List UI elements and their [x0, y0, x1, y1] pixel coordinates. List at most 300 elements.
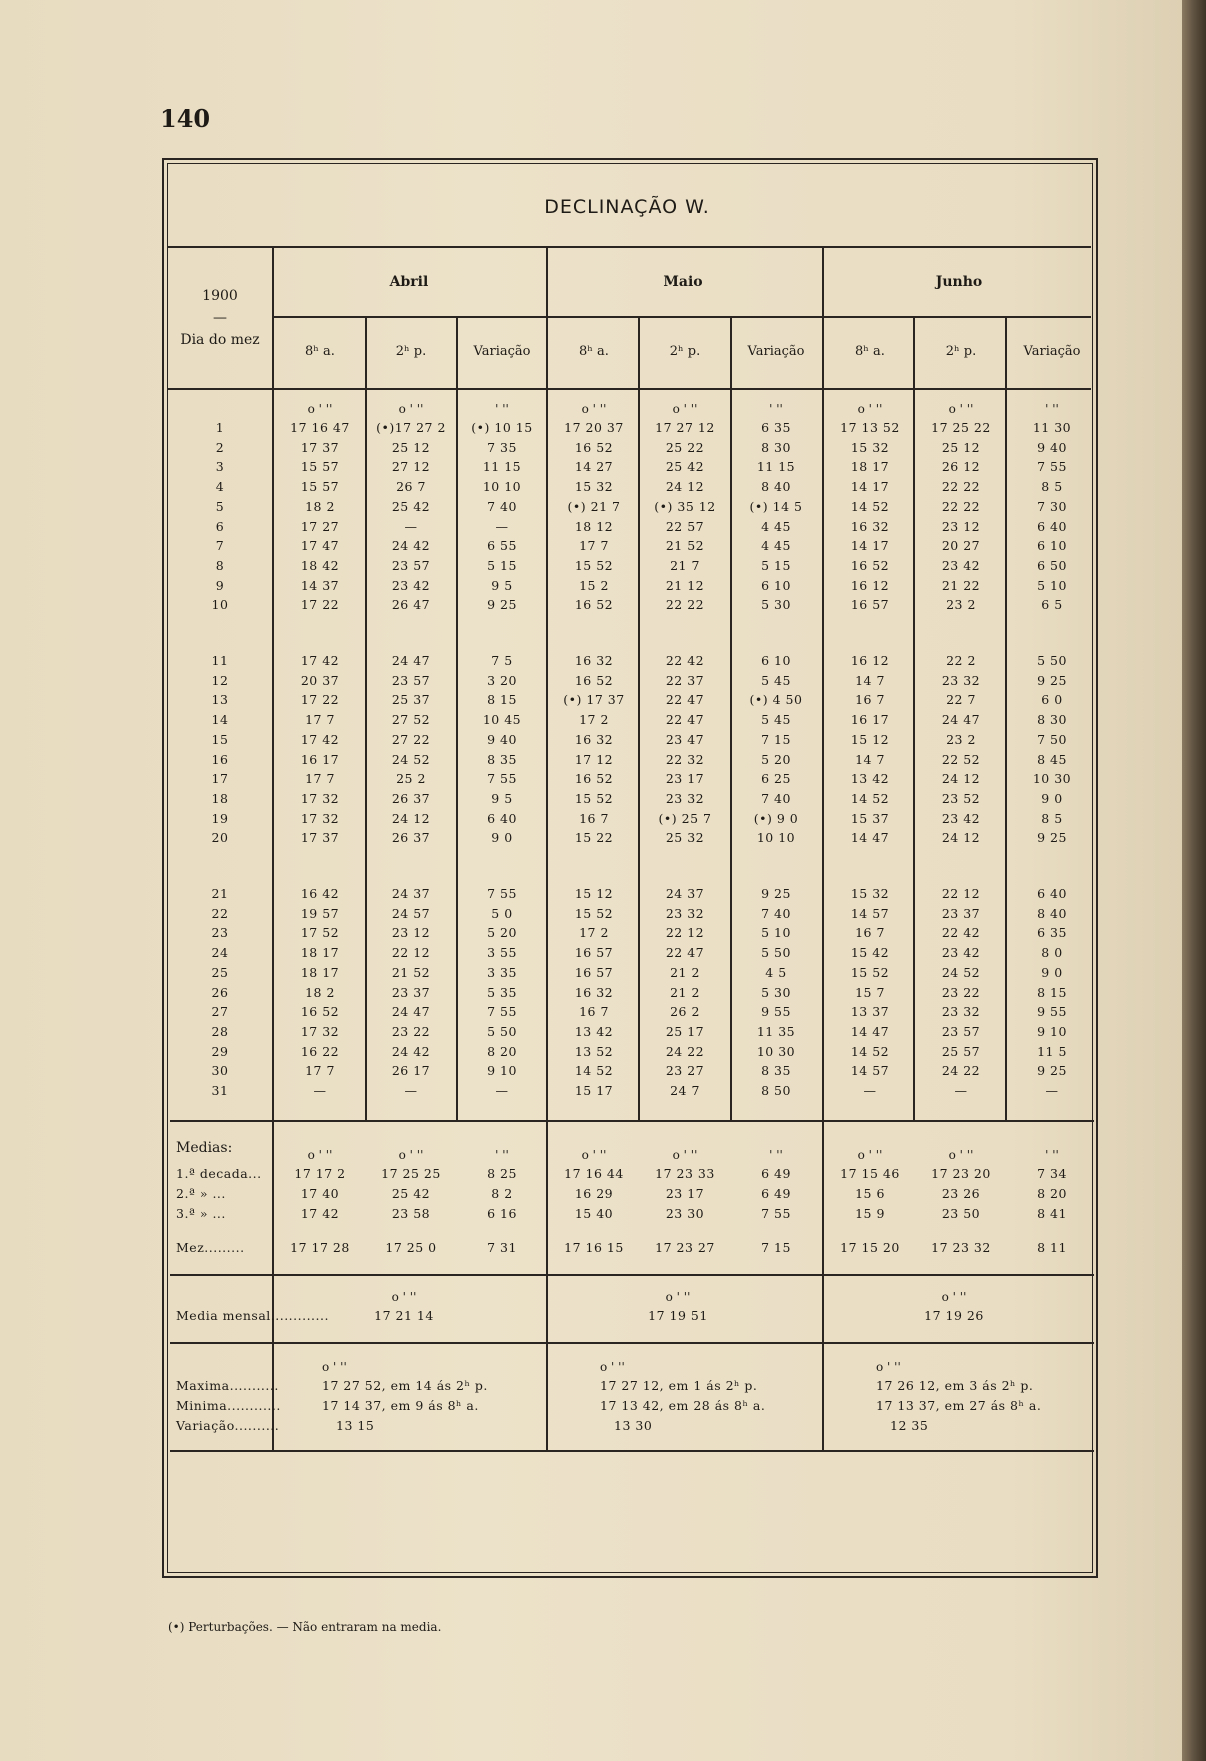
table-cell: 9 10	[1037, 1023, 1067, 1039]
unit-label: o ' ''	[665, 1290, 691, 1304]
extreme-value: 17 14 37, em 9 ás 8ʰ a.	[322, 1398, 479, 1413]
table-cell: 5 50	[761, 945, 791, 961]
table-cell: 8 35	[487, 751, 517, 767]
table-cell: 23 57	[391, 557, 431, 573]
table-cell: 5 30	[761, 984, 791, 1000]
table-cell: 24 22	[665, 1043, 705, 1059]
table-cell: 25 22	[665, 439, 705, 455]
table-cell: 16 52	[574, 771, 614, 787]
table-cell: —	[404, 1083, 418, 1098]
table-cell: 23 32	[665, 790, 705, 806]
table-cell: 22 47	[665, 945, 705, 961]
day-number: 10	[211, 597, 229, 613]
table-cell: 13 42	[574, 1023, 614, 1039]
table-cell: 25 12	[391, 439, 431, 455]
table-cell: 14 37	[300, 577, 340, 593]
table-cell: 10 10	[756, 830, 796, 846]
subcolumn-header: 2ʰ p.	[669, 344, 701, 359]
decade-mean: 15 40	[574, 1206, 614, 1221]
table-cell: 17 32	[300, 1023, 340, 1039]
table-cell: 6 25	[761, 771, 791, 787]
table-cell: 10 45	[482, 712, 522, 728]
decade-mean: 23 26	[941, 1186, 981, 1201]
table-cell: 23 2	[946, 597, 976, 613]
table-cell: 5 0	[491, 905, 513, 921]
decade-label: 1.ª decada...	[176, 1166, 262, 1181]
decade-label: 2.ª » ...	[176, 1186, 226, 1201]
table-cell: 24 12	[665, 479, 705, 495]
table-cell: 16 17	[300, 751, 340, 767]
day-column-header: Dia do mez	[180, 332, 260, 348]
table-cell: 26 37	[391, 790, 431, 806]
table-cell: —	[863, 1083, 877, 1098]
decade-mean: 23 17	[665, 1186, 705, 1201]
table-cell: 9 0	[1041, 790, 1063, 806]
table-cell: 15 32	[850, 439, 890, 455]
day-number: 27	[211, 1004, 229, 1020]
table-cell: 16 57	[574, 945, 614, 961]
table-cell: 17 37	[300, 830, 340, 846]
table-cell: 15 2	[579, 577, 609, 593]
rule-line	[170, 1342, 1094, 1344]
table-cell: 6 35	[761, 420, 791, 435]
table-cell: 15 22	[574, 830, 614, 846]
unit-label: ' ''	[1045, 402, 1059, 416]
table-cell: 9 25	[1037, 672, 1067, 688]
decade-mean: 16 29	[574, 1186, 614, 1201]
table-cell: 16 12	[850, 577, 890, 593]
table-cell: —	[495, 518, 509, 534]
monthly-mean-value: 17 21 14	[374, 1308, 434, 1323]
unit-label: o ' ''	[581, 1148, 607, 1162]
table-cell: 22 37	[665, 672, 705, 688]
table-cell: 17 7	[305, 1063, 335, 1079]
table-cell: —	[1045, 1083, 1059, 1098]
day-number: 30	[211, 1063, 229, 1079]
table-cell: 16 17	[850, 712, 890, 728]
table-cell: 16 52	[574, 439, 614, 455]
table-cell: 17 2	[579, 712, 609, 728]
table-cell: 16 7	[855, 692, 885, 708]
table-cell: 22 22	[941, 479, 981, 495]
table-cell: 9 0	[491, 830, 513, 846]
day-number: 16	[211, 751, 229, 767]
table-cell: 22 12	[941, 886, 981, 901]
day-number: 1	[215, 420, 225, 435]
day-number: 25	[211, 964, 229, 980]
table-cell: 17 22	[300, 597, 340, 613]
table-cell: 16 7	[579, 1004, 609, 1020]
table-cell: 17 27 12	[655, 420, 715, 435]
extreme-value: 17 13 42, em 28 ás 8ʰ a.	[600, 1398, 766, 1413]
unit-label: ' ''	[495, 402, 509, 416]
table-cell: 20 37	[300, 672, 340, 688]
table-cell: 23 22	[391, 1023, 431, 1039]
day-number: 18	[211, 790, 229, 806]
subcolumn-header: 8ʰ a.	[579, 344, 609, 359]
table-cell: 7 55	[1037, 459, 1067, 475]
decade-mean: 17 16 44	[564, 1166, 624, 1181]
table-cell: 14 17	[850, 538, 890, 554]
day-number: 22	[211, 905, 229, 921]
decade-mean: 8 25	[487, 1166, 517, 1181]
month-mean-label: Mez.........	[176, 1240, 245, 1255]
table-cell: 26 7	[396, 479, 426, 495]
table-cell: 22 22	[665, 597, 705, 613]
day-number: 29	[211, 1043, 229, 1059]
table-cell: 4 45	[761, 518, 791, 534]
table-cell: 17 52	[300, 925, 340, 941]
table-cell: 8 30	[761, 439, 791, 455]
table-cell: 24 47	[391, 1004, 431, 1020]
table-cell: 7 40	[761, 790, 791, 806]
table-cell: (•)17 27 2	[376, 420, 446, 435]
table-cell: —	[313, 1083, 327, 1098]
month-mean: 17 25 0	[385, 1240, 437, 1255]
table-cell: 7 55	[487, 1004, 517, 1020]
table-cell: 5 30	[761, 597, 791, 613]
unit-label: o ' ''	[672, 1148, 698, 1162]
table-cell: 22 52	[941, 751, 981, 767]
monthly-mean-label: Media mensal.............	[176, 1308, 329, 1323]
table-cell: 17 7	[305, 771, 335, 787]
table-cell: 8 5	[1041, 810, 1063, 826]
table-cell: 15 32	[574, 479, 614, 495]
table-cell: 18 2	[305, 984, 335, 1000]
decade-mean: 17 23 33	[655, 1166, 715, 1181]
extreme-label: Minima............	[176, 1398, 281, 1413]
table-cell: 11 15	[482, 459, 522, 475]
decade-mean: 23 50	[941, 1206, 981, 1221]
month-mean: 8 11	[1037, 1240, 1067, 1255]
table-cell: 4 5	[765, 964, 787, 980]
table-cell: (•) 25 7	[658, 810, 712, 826]
day-number: 24	[211, 945, 229, 961]
decade-mean: 7 34	[1037, 1166, 1067, 1181]
decade-mean: 17 42	[300, 1206, 340, 1221]
table-cell: 18 17	[850, 459, 890, 475]
table-cell: 21 22	[941, 577, 981, 593]
table-cell: 8 45	[1037, 751, 1067, 767]
table-cell: 17 47	[300, 538, 340, 554]
table-cell: 15 42	[850, 945, 890, 961]
table-cell: 14 17	[850, 479, 890, 495]
table-cell: 15 32	[850, 886, 890, 901]
table-cell: 24 47	[391, 653, 431, 668]
table-cell: 5 20	[487, 925, 517, 941]
table-cell: 16 57	[850, 597, 890, 613]
unit-label: o ' ''	[322, 1360, 347, 1374]
table-cell: 13 37	[850, 1004, 890, 1020]
day-number: 6	[215, 518, 225, 534]
table-cell: 5 10	[761, 925, 791, 941]
decade-mean: 25 42	[391, 1186, 431, 1201]
table-cell: 22 42	[665, 653, 705, 668]
table-cell: 17 13 52	[840, 420, 900, 435]
decade-mean: 17 15 46	[840, 1166, 900, 1181]
table-cell: 22 32	[665, 751, 705, 767]
table-cell: 24 7	[670, 1083, 700, 1098]
table-cell: 9 25	[487, 597, 517, 613]
table-cell: 5 45	[761, 672, 791, 688]
table-cell: 17 7	[305, 712, 335, 728]
table-cell: 26 47	[391, 597, 431, 613]
decade-mean: 8 2	[491, 1186, 513, 1201]
table-cell: 14 57	[850, 905, 890, 921]
table-cell: 14 52	[574, 1063, 614, 1079]
table-cell: 15 57	[300, 479, 340, 495]
footnote: (•) Perturbações. — Não entraram na media.	[168, 1620, 442, 1634]
table-cell: 9 25	[1037, 1063, 1067, 1079]
table-cell: 23 27	[665, 1063, 705, 1079]
unit-label: ' ''	[769, 402, 783, 416]
table-cell: 25 12	[941, 439, 981, 455]
decade-mean: 6 16	[487, 1206, 517, 1221]
table-cell: 11 35	[756, 1023, 796, 1039]
subcolumn-header: Variação	[747, 344, 805, 359]
day-number: 19	[211, 810, 229, 826]
day-number: 21	[211, 886, 229, 901]
table-cell: 23 42	[941, 810, 981, 826]
table-cell: 17 22	[300, 692, 340, 708]
table-cell: (•) 10 15	[471, 420, 533, 435]
table-cell: 18 12	[574, 518, 614, 534]
day-number: 2	[215, 439, 225, 455]
table-cell: 27 12	[391, 459, 431, 475]
table-cell: 22 12	[391, 945, 431, 961]
table-cell: 22 47	[665, 692, 705, 708]
table-cell: 16 52	[574, 672, 614, 688]
unit-label: o ' ''	[391, 1290, 417, 1304]
unit-label: o ' ''	[307, 1148, 333, 1162]
table-cell: 24 12	[391, 810, 431, 826]
table-cell: 23 12	[941, 518, 981, 534]
table-cell: 23 37	[941, 905, 981, 921]
table-cell: 5 10	[1037, 577, 1067, 593]
table-cell: 24 47	[941, 712, 981, 728]
table-cell: (•) 21 7	[567, 498, 621, 514]
table-cell: 9 55	[761, 1004, 791, 1020]
table-cell: 8 15	[487, 692, 517, 708]
month-mean: 17 23 27	[655, 1240, 715, 1255]
day-number: 11	[211, 653, 229, 668]
table-frame	[162, 158, 1098, 1578]
table-cell: 8 40	[1037, 905, 1067, 921]
table-cell: 7 55	[487, 886, 517, 901]
table-cell: 23 32	[665, 905, 705, 921]
table-cell: 15 52	[850, 964, 890, 980]
monthly-mean-value: 17 19 51	[648, 1308, 708, 1323]
rule-line	[167, 388, 1091, 390]
table-cell: 16 52	[574, 597, 614, 613]
table-cell: 16 57	[574, 964, 614, 980]
table-cell: 17 42	[300, 731, 340, 747]
table-cell: 27 22	[391, 731, 431, 747]
table-cell: 14 57	[850, 1063, 890, 1079]
table-cell: 24 37	[391, 886, 431, 901]
extreme-value: 12 35	[890, 1418, 929, 1433]
table-cell: 11 5	[1037, 1043, 1067, 1059]
day-number: 14	[211, 712, 229, 728]
table-cell: 9 10	[487, 1063, 517, 1079]
table-cell: 21 52	[665, 538, 705, 554]
month-mean: 7 15	[761, 1240, 791, 1255]
table-cell: 14 47	[850, 1023, 890, 1039]
table-cell: 17 37	[300, 439, 340, 455]
table-cell: 18 42	[300, 557, 340, 573]
page-title: DECLINAÇÃO W.	[544, 196, 710, 218]
month-header: Maio	[663, 274, 703, 290]
table-cell: (•) 9 0	[753, 810, 799, 826]
table-cell: 7 15	[761, 731, 791, 747]
table-cell: 21 12	[665, 577, 705, 593]
unit-label: o ' ''	[398, 402, 424, 416]
day-number: 5	[215, 498, 225, 514]
table-cell: 17 32	[300, 790, 340, 806]
table-cell: 22 57	[665, 518, 705, 534]
table-cell: 23 47	[665, 731, 705, 747]
table-cell: 23 37	[391, 984, 431, 1000]
table-cell: 6 50	[1037, 557, 1067, 573]
unit-label: ' ''	[1045, 1148, 1059, 1162]
table-cell: 22 42	[941, 925, 981, 941]
table-cell: 8 5	[1041, 479, 1063, 495]
table-cell: 23 52	[941, 790, 981, 806]
table-cell: 16 32	[574, 984, 614, 1000]
table-cell: 9 25	[1037, 830, 1067, 846]
table-cell: 16 32	[850, 518, 890, 534]
table-cell: 24 12	[941, 830, 981, 846]
table-cell: 17 32	[300, 810, 340, 826]
table-cell: 14 7	[855, 751, 885, 767]
table-cell: 16 7	[579, 810, 609, 826]
table-cell: 6 55	[487, 538, 517, 554]
subcolumn-header: 8ʰ a.	[305, 344, 335, 359]
unit-label: o ' ''	[941, 1290, 967, 1304]
month-mean: 7 31	[487, 1240, 517, 1255]
table-cell: 23 42	[391, 577, 431, 593]
table-cell: 16 52	[850, 557, 890, 573]
table-cell: 25 57	[941, 1043, 981, 1059]
table-cell: (•) 14 5	[749, 498, 803, 514]
extreme-value: 17 13 37, em 27 ás 8ʰ a.	[876, 1398, 1042, 1413]
medias-label: Medias:	[176, 1140, 233, 1156]
rule-line	[167, 246, 1091, 248]
table-cell: 21 2	[670, 964, 700, 980]
table-cell: 16 32	[574, 653, 614, 668]
table-cell: 6 40	[487, 810, 517, 826]
table-cell: 19 57	[300, 905, 340, 921]
subcolumn-header: 8ʰ a.	[855, 344, 885, 359]
unit-label: o ' ''	[600, 1360, 625, 1374]
unit-label: o ' ''	[857, 1148, 883, 1162]
extreme-value: 17 26 12, em 3 ás 2ʰ p.	[876, 1378, 1034, 1393]
table-cell: 22 12	[665, 925, 705, 941]
decade-mean: 23 30	[665, 1206, 705, 1221]
table-cell: 7 30	[1037, 498, 1067, 514]
table-cell: 20 27	[941, 538, 981, 554]
table-cell: 22 47	[665, 712, 705, 728]
table-cell: 25 32	[665, 830, 705, 846]
table-cell: 14 47	[850, 830, 890, 846]
decade-label: 3.ª » ...	[176, 1206, 226, 1221]
year-dash: —	[213, 310, 227, 326]
table-cell: 26 2	[670, 1004, 700, 1020]
day-number: 9	[215, 577, 225, 593]
day-number: 13	[211, 692, 229, 708]
table-cell: 22 7	[946, 692, 976, 708]
table-cell: 7 55	[487, 771, 517, 787]
table-cell: 24 22	[941, 1063, 981, 1079]
table-cell: 7 40	[761, 905, 791, 921]
subcolumn-header: Variação	[473, 344, 531, 359]
table-cell: 23 12	[391, 925, 431, 941]
table-cell: (•) 35 12	[654, 498, 716, 514]
table-cell: 14 7	[855, 672, 885, 688]
decade-mean: 17 17 2	[294, 1166, 346, 1181]
table-cell: 25 42	[665, 459, 705, 475]
table-cell: —	[404, 518, 418, 534]
table-cell: 16 52	[300, 1004, 340, 1020]
day-number: 20	[211, 830, 229, 846]
table-cell: 8 20	[487, 1043, 517, 1059]
rule-line	[170, 1450, 1094, 1452]
table-cell: 18 17	[300, 945, 340, 961]
unit-label: o ' ''	[876, 1360, 901, 1374]
table-cell: 24 52	[941, 964, 981, 980]
table-cell: 22 2	[946, 653, 976, 668]
table-cell: 8 15	[1037, 984, 1067, 1000]
day-number: 26	[211, 984, 229, 1000]
unit-label: o ' ''	[948, 1148, 974, 1162]
table-cell: 17 20 37	[564, 420, 624, 435]
unit-label: o ' ''	[307, 402, 333, 416]
decade-mean: 15 6	[855, 1186, 885, 1201]
table-cell: 3 20	[487, 672, 517, 688]
table-cell: 23 32	[941, 672, 981, 688]
day-number: 7	[215, 538, 225, 554]
table-cell: 5 15	[761, 557, 791, 573]
table-cell: 7 40	[487, 498, 517, 514]
table-cell: 5 50	[487, 1023, 517, 1039]
table-cell: 3 35	[487, 964, 517, 980]
month-mean: 17 23 32	[931, 1240, 991, 1255]
table-cell: 21 7	[670, 557, 700, 573]
table-cell: 9 25	[761, 886, 791, 901]
table-cell: 6 10	[1037, 538, 1067, 554]
table-cell: 23 2	[946, 731, 976, 747]
table-cell: 14 52	[850, 498, 890, 514]
table-cell: 16 22	[300, 1043, 340, 1059]
table-cell: 23 57	[941, 1023, 981, 1039]
table-cell: 21 52	[391, 964, 431, 980]
day-number: 17	[211, 771, 229, 787]
table-cell: 18 2	[305, 498, 335, 514]
table-cell: —	[954, 1083, 968, 1098]
subcolumn-header: 2ʰ p.	[945, 344, 977, 359]
table-cell: 9 40	[487, 731, 517, 747]
day-number: 8	[215, 557, 225, 573]
table-cell: 25 17	[665, 1023, 705, 1039]
decade-mean: 23 58	[391, 1206, 431, 1221]
table-cell: 18 17	[300, 964, 340, 980]
table-cell: 23 42	[941, 945, 981, 961]
table-cell: 24 12	[941, 771, 981, 787]
table-cell: 21 2	[670, 984, 700, 1000]
table-cell: 24 37	[665, 886, 705, 901]
table-cell: 6 0	[1041, 692, 1063, 708]
table-cell: 17 42	[300, 653, 340, 668]
